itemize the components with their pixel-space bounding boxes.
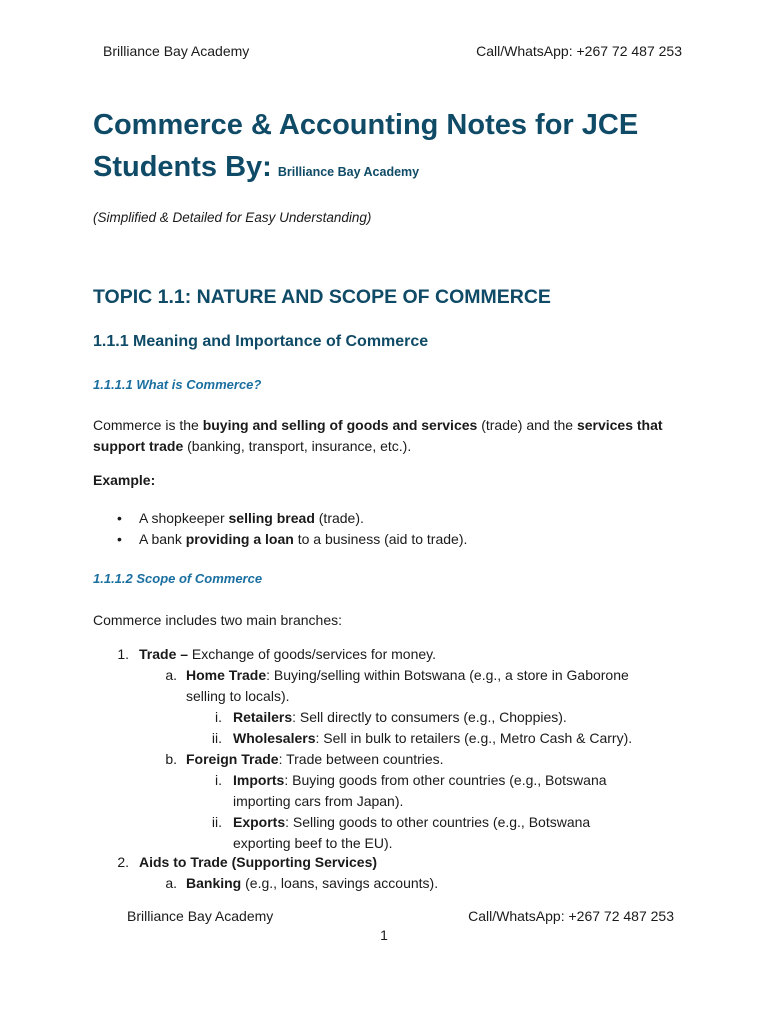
example-list bbox=[93, 508, 467, 550]
topic-heading: TOPIC 1.1: NATURE AND SCOPE OF COMMERCE bbox=[93, 286, 551, 308]
list-item-imports: Imports: Buying goods from other countries (e.g., Botswana bbox=[233, 772, 607, 788]
list-marker: i. bbox=[215, 709, 222, 725]
list-item-home-trade-cont: selling to locals). bbox=[186, 688, 290, 704]
list-item: • A shopkeeper selling bread (trade). bbox=[93, 508, 467, 529]
list-item-home-trade: Home Trade: Buying/selling within Botswana (e.g., a store in Gaborone bbox=[186, 667, 629, 683]
list-marker: b. bbox=[165, 751, 177, 767]
document-subtitle: (Simplified & Detailed for Easy Understanding) bbox=[93, 210, 372, 225]
page-number: 1 bbox=[380, 927, 388, 943]
subsection-heading-what-is-commerce: 1.1.1.1 What is Commerce? bbox=[93, 377, 262, 392]
list-marker: ii. bbox=[211, 814, 222, 830]
definition-paragraph: Commerce is the buying and selling of goods and services (trade) and the services that support trade (banking, transport, insurance, etc.). bbox=[93, 417, 663, 454]
list-item-aids-to-trade: Aids to Trade (Supporting Services) bbox=[139, 854, 378, 870]
header-org: Brilliance Bay Academy bbox=[103, 43, 250, 59]
header-contact: Call/WhatsApp: +267 72 487 253 bbox=[476, 43, 682, 59]
subsection-heading-scope: 1.1.1.2 Scope of Commerce bbox=[93, 571, 263, 586]
title-by: Brilliance Bay Academy bbox=[277, 165, 420, 179]
list-item-foreign-trade: Foreign Trade: Trade between countries. bbox=[186, 751, 444, 767]
list-marker: a. bbox=[165, 875, 177, 891]
list-item-retailers: Retailers: Sell directly to consumers (e.g., Choppies). bbox=[233, 709, 567, 725]
title-main: Commerce & Accounting Notes for JCE Students By: bbox=[93, 109, 639, 183]
branches-intro: Commerce includes two main branches: bbox=[93, 612, 342, 628]
footer-contact: Call/WhatsApp: +267 72 487 253 bbox=[468, 908, 674, 924]
document-title bbox=[93, 104, 693, 193]
list-item-exports: Exports: Selling goods to other countries (e.g., Botswana bbox=[233, 814, 591, 830]
page-footer bbox=[127, 908, 674, 924]
list-item: • A bank providing a loan to a business (aid to trade). bbox=[93, 529, 467, 550]
list-item-wholesalers: Wholesalers: Sell in bulk to retailers (e.g., Metro Cash & Carry). bbox=[233, 730, 633, 746]
footer-org: Brilliance Bay Academy bbox=[127, 908, 274, 924]
page-header bbox=[103, 43, 682, 59]
example-label: Example: bbox=[93, 472, 156, 488]
list-item-exports-cont: exporting beef to the EU). bbox=[233, 835, 393, 851]
list-marker: ii. bbox=[211, 730, 222, 746]
list-marker: 1. bbox=[117, 646, 129, 662]
list-item-trade: Trade – Exchange of goods/services for money. bbox=[139, 646, 437, 662]
list-marker: a. bbox=[165, 667, 177, 683]
list-marker: i. bbox=[215, 772, 222, 788]
list-marker: 2. bbox=[117, 854, 129, 870]
list-item-imports-cont: importing cars from Japan). bbox=[233, 793, 404, 809]
section-heading: 1.1.1 Meaning and Importance of Commerce bbox=[93, 333, 429, 350]
list-item-banking: Banking (e.g., loans, savings accounts). bbox=[186, 875, 439, 891]
